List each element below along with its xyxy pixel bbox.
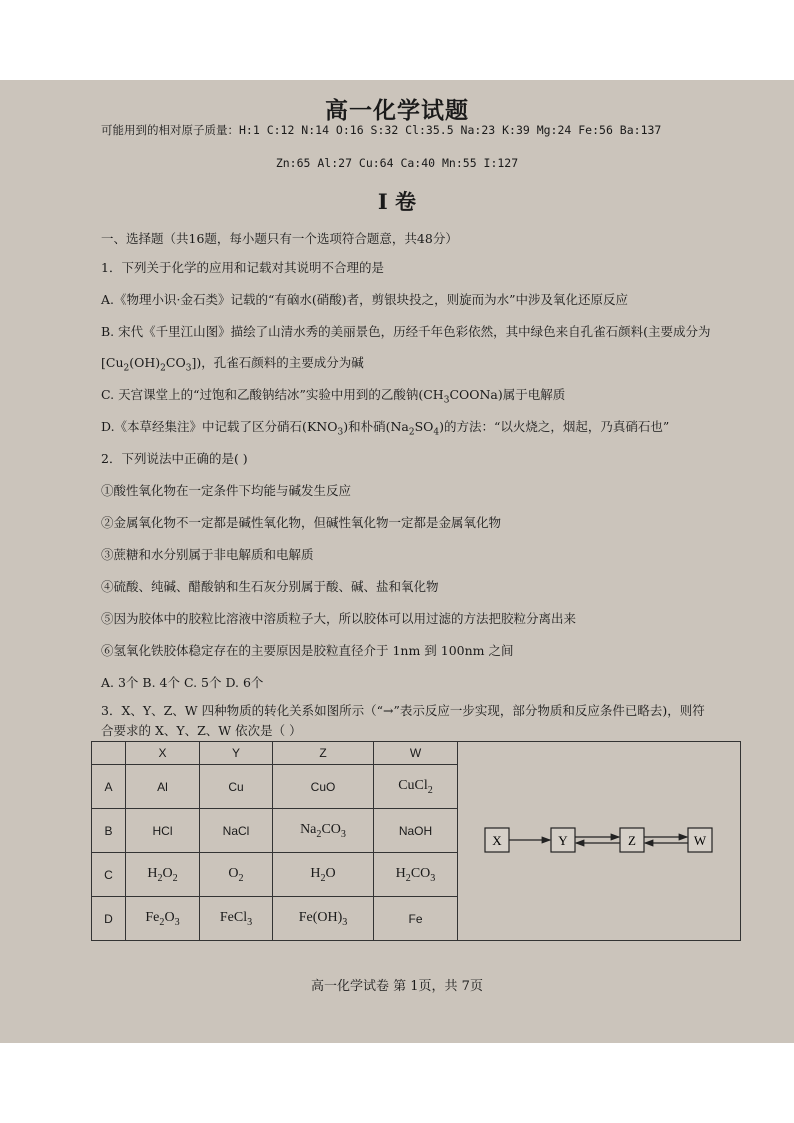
- question-2-statement-2: ②金属氧化物不一定都是碱性氧化物，但碱性氧化物一定都是金属氧化物: [101, 515, 502, 530]
- question-2-statement-5: ⑤因为胶体中的胶粒比溶液中溶质粒子大，所以胶体可以用过滤的方法把胶粒分离出来: [101, 611, 577, 626]
- row-c-label: C: [92, 853, 126, 897]
- header-z: Z: [273, 742, 374, 765]
- row-a-label: A: [92, 765, 126, 809]
- part-heading: I 卷: [377, 189, 417, 214]
- row-c-w: $H_2CO_3$: [374, 853, 458, 897]
- question-3-stem-line2: 合要求的 X、Y、Z、W 依次是（ ）: [101, 723, 302, 738]
- question-3-table: [91, 741, 741, 941]
- row-c-z: $H_2O$: [273, 853, 374, 897]
- question-2-options: A. 3个 B. 4个 C. 5个 D. 6个: [101, 675, 264, 690]
- question-1-option-b-line2: $[Cu_2(OH)_2CO_3]$)，孔雀石颜料的主要成分为碱: [101, 355, 364, 374]
- page-title: 高一化学试题: [325, 97, 469, 124]
- row-d-y: FeCl$_3$: [200, 897, 273, 941]
- row-b-z: $Na_2CO_3$: [273, 809, 374, 853]
- svg-text:W: W: [693, 833, 707, 848]
- row-a-z: CuO: [273, 765, 374, 809]
- question-1-option-c: C. 天宫课堂上的“过饱和乙酸钠结冰”实验中用到的乙酸钠$(CH_3COONa)$属于电解质: [101, 387, 566, 406]
- question-3-stem-line1: 3．X、Y、Z、W 四种物质的转化关系如图所示（“→”表示反应一步实现，部分物质和反应条件已略去)，则符: [101, 703, 705, 718]
- row-a-w: CuCl$_2$: [374, 765, 458, 809]
- header-x: X: [126, 742, 200, 765]
- row-b-label: B: [92, 809, 126, 853]
- row-a-x: Al: [126, 765, 200, 809]
- header-w: W: [374, 742, 458, 765]
- question-1-option-a: A.《物理小识·金石类》记载的“有硇水(硝酸)者，剪银块投之，则旋而为水”中涉及氧化还原反应: [101, 292, 629, 307]
- node-z: [620, 828, 644, 852]
- section-heading: 一、选择题（共16题，每小题只有一个选项符合题意，共48分）: [101, 231, 458, 246]
- node-w: [688, 828, 712, 852]
- row-d-x: $Fe_2O_3$: [126, 897, 200, 941]
- question-2-statement-1: ①酸性氧化物在一定条件下均能与碱发生反应: [101, 483, 352, 498]
- question-2-statement-4: ④硫酸、纯碱、醋酸钠和生石灰分别属于酸、碱、盐和氧化物: [101, 579, 439, 594]
- svg-text:X: X: [492, 833, 502, 848]
- row-b-y: NaCl: [200, 809, 273, 853]
- atomic-masses-line-1: 可能用到的相对原子质量：H:1 C:12 N:14 O:16 S:32 Cl:35.5 Na:23 K:39 Mg:24 Fe:56 Ba:137: [101, 123, 662, 137]
- question-2-statement-6: ⑥氢氧化铁胶体稳定存在的主要原因是胶粒直径介于 1nm 到 100nm 之间: [101, 643, 514, 658]
- row-d-z: $Fe(OH)_3$: [273, 897, 374, 941]
- row-d-label: D: [92, 897, 126, 941]
- svg-text:Z: Z: [628, 833, 636, 848]
- row-b-w: NaOH: [374, 809, 458, 853]
- question-1-option-d: D.《本草经集注》中记载了区分硝石$(KNO_3)$和朴硝$(Na_2SO_4)$的方法：“以火烧之，烟起，乃真硝石也”: [101, 419, 670, 438]
- question-1-option-b-line1: B. 宋代《千里江山图》描绘了山清水秀的美丽景色，历经千年色彩依然，其中绿色来自孔雀石颜料(主要成分为: [101, 324, 711, 339]
- conversion-diagram: [458, 742, 742, 940]
- question-2-statement-3: ③蔗糖和水分别属于非电解质和电解质: [101, 547, 314, 562]
- exam-page: [0, 80, 794, 1043]
- row-c-x: $H_2O_2$: [126, 853, 200, 897]
- node-y: [551, 828, 575, 852]
- header-y: Y: [200, 742, 273, 765]
- page-footer: 高一化学试卷 第 1页，共 7页: [311, 979, 483, 994]
- conversion-diagram-cell: [458, 742, 741, 941]
- node-x: [485, 828, 509, 852]
- question-1-stem: 1．下列关于化学的应用和记载对其说明不合理的是: [101, 260, 384, 275]
- row-b-x: HCl: [126, 809, 200, 853]
- atomic-masses-line-2: Zn:65 Al:27 Cu:64 Ca:40 Mn:55 I:127: [275, 156, 519, 170]
- row-c-y: $O_2$: [200, 853, 273, 897]
- svg-text:Y: Y: [558, 833, 568, 848]
- row-a-y: Cu: [200, 765, 273, 809]
- header-blank: [92, 742, 126, 765]
- question-2-stem: 2．下列说法中正确的是( ): [101, 451, 248, 466]
- row-d-w: Fe: [374, 897, 458, 941]
